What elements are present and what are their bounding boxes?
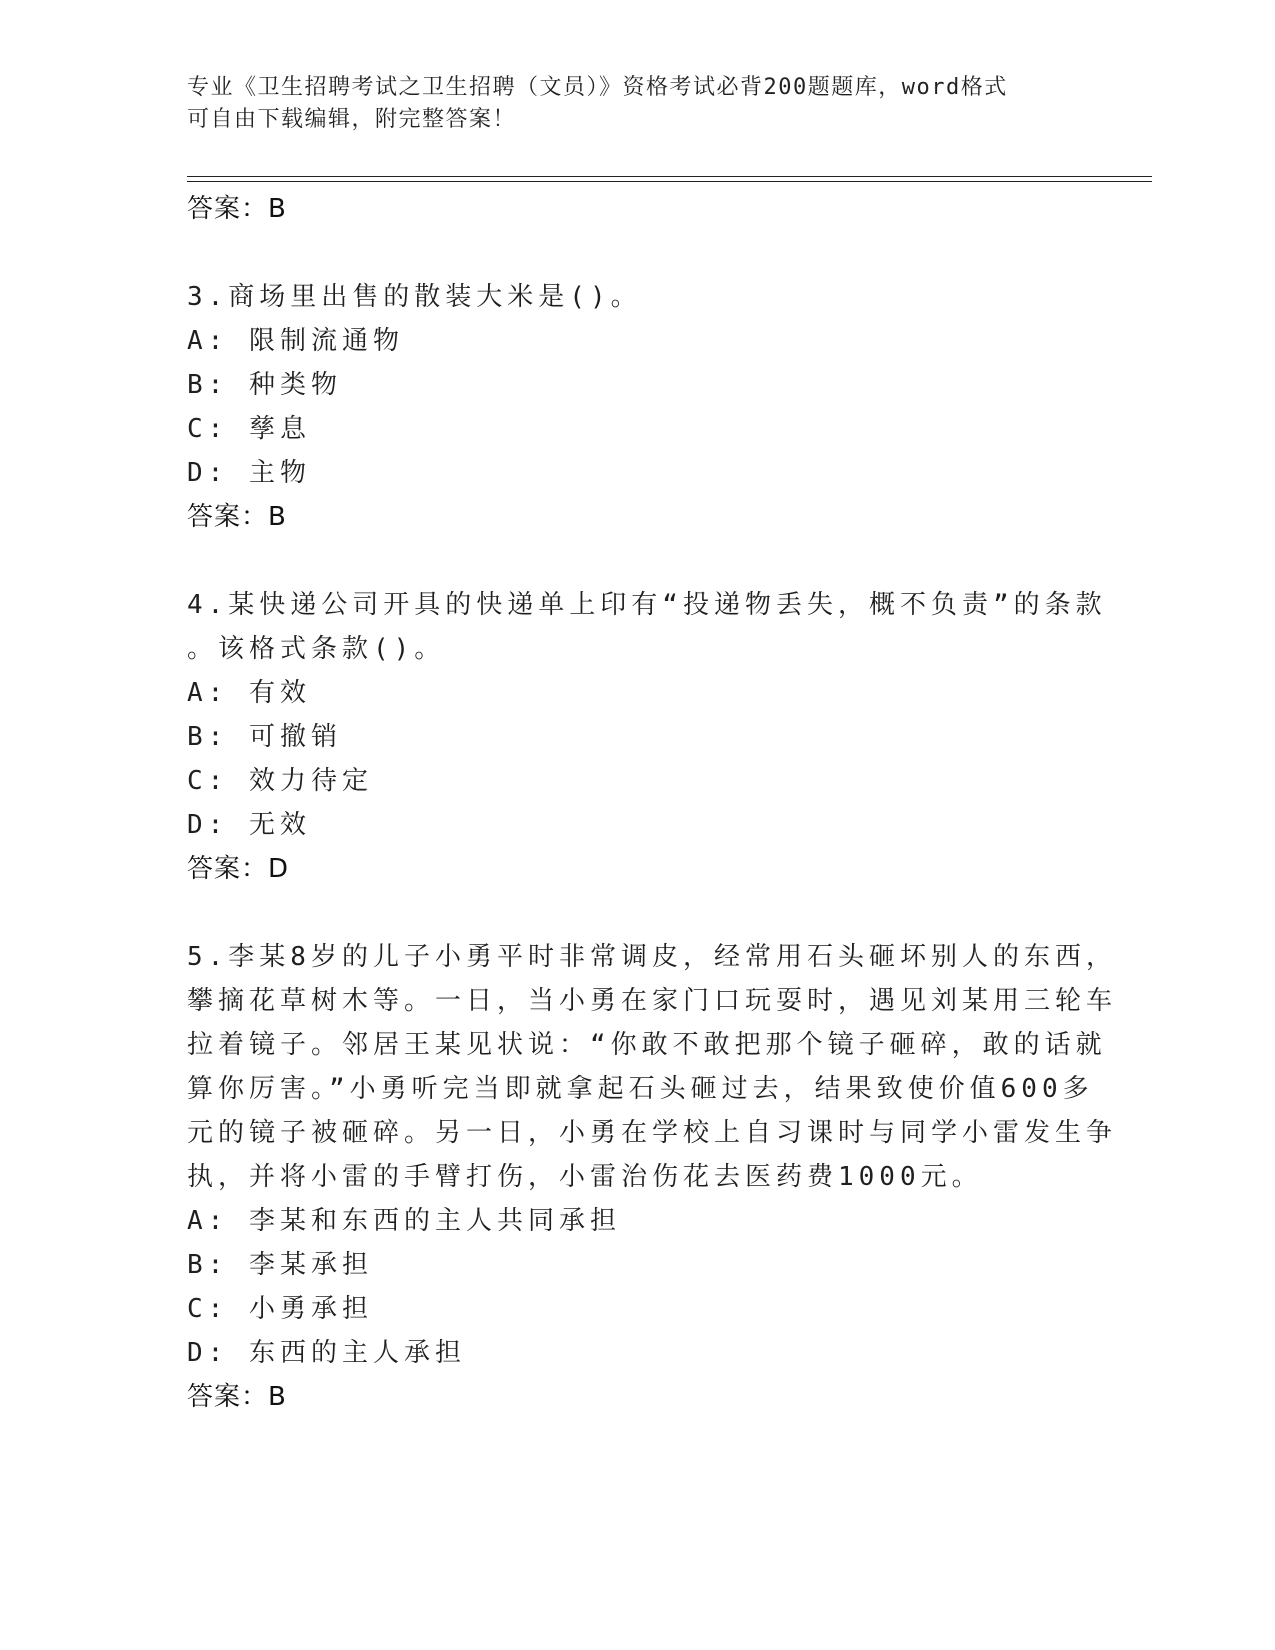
question-5-stem-line-4: 算你厉害。”小勇听完当即就拿起石头砸过去，结果致使价值600多 [187,1074,1094,1104]
question-4-stem-line-2: 。该格式条款()。 [187,634,446,664]
question-3-option-d: D: 主物 [187,458,311,488]
question-4-option-c: C: 效力待定 [187,766,373,796]
question-5-stem-line-2: 攀摘花草树木等。一日，当小勇在家门口玩耍时，遇见刘某用三轮车 [187,986,1118,1016]
document-header [187,72,1067,136]
question-5-stem-line-6: 执，并将小雷的手臂打伤，小雷治伤花去医药费1000元。 [187,1162,983,1192]
question-4-option-a: A: 有效 [187,678,311,708]
question-3-stem: 3.商场里出售的散装大米是()。 [187,282,642,312]
question-5-option-d: D: 东西的主人承担 [187,1338,466,1368]
question-3-option-a: A: 限制流通物 [187,326,404,356]
question-3-answer: 答案：B [187,502,287,532]
question-4-option-d: D: 无效 [187,810,311,840]
question-5-stem-line-3: 拉着镜子。邻居王某见状说：“你敢不敢把那个镜子砸碎，敢的话就 [187,1030,1107,1060]
header-line-1: 专业《卫生招聘考试之卫生招聘（文员）》资格考试必背200题题库，word格式 [187,75,1008,100]
question-5-stem-line-5: 元的镜子被砸碎。另一日，小勇在学校上自习课时与同学小雷发生争 [187,1118,1118,1148]
question-3-option-c: C: 孳息 [187,414,311,444]
question-5-option-c: C: 小勇承担 [187,1294,373,1324]
question-5-option-b: B: 李某承担 [187,1250,373,1280]
question-5-answer: 答案：B [187,1382,287,1412]
answer-previous: 答案：B [187,194,287,224]
question-4-option-b: B: 可撤销 [187,722,342,752]
question-3-option-b: B: 种类物 [187,370,342,400]
question-4-stem-line-1: 4.某快递公司开具的快递单上印有“投递物丢失，概不负责”的条款 [187,590,1107,620]
question-5-option-a: A: 李某和东西的主人共同承担 [187,1206,621,1236]
header-divider-top [187,176,1152,177]
header-divider-bottom [187,181,1152,182]
question-4-answer: 答案：D [187,854,290,884]
header-line-2: 可自由下载编辑，附完整答案！ [187,107,517,132]
question-5-stem-line-1: 5.李某8岁的儿子小勇平时非常调皮，经常用石头砸坏别人的东西， [187,942,1117,972]
